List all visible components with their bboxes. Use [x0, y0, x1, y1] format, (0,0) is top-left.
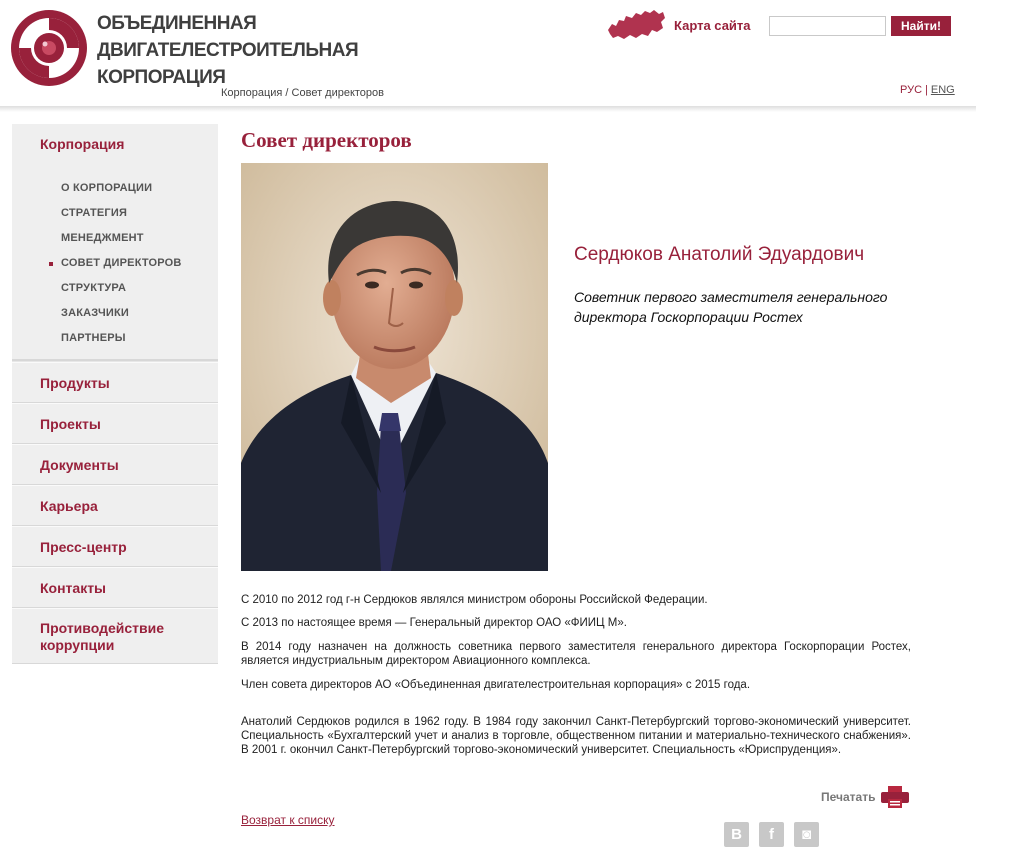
person-name: Сердюков Анатолий Эдуардович [574, 244, 865, 265]
bio-paragraph: Анатолий Сердюков родился в 1962 году. В 1984 году закончил Санкт-Петербургский торгово-экономический университет. Специальность «Бухгалтерский учет и анализ в торговле, общественном питании и материально-технического снабжения». В 2001 г. окончил Санкт-Петербургский торгово-экономический университет. Специальность «Юриспруденция». [241, 716, 911, 756]
bio-paragraph: В 2014 году назначен на должность советника первого заместителя генерального директора Госкорпорации Ростех, является индустриальным директором Авиационного комплекса. [241, 641, 911, 667]
portrait-illustration [241, 163, 548, 571]
sidebar-item-documents[interactable]: Документы [12, 444, 218, 485]
bio-paragraph: Член совета директоров АО «Объединенная двигателестроительная корпорация» с 2015 года. [241, 679, 751, 691]
search-button[interactable]: Найти! [891, 16, 951, 36]
breadcrumb [221, 87, 384, 99]
instagram-icon[interactable]: ◙ [794, 822, 819, 847]
submenu-item-partners[interactable]: ПАРТНЕРЫ [61, 332, 126, 344]
facebook-icon[interactable]: f [759, 822, 784, 847]
bio-paragraph: С 2010 по 2012 год г-н Сердюков являлся министром обороны Российской Федерации. [241, 594, 708, 606]
sidebar-item-products[interactable]: Продукты [12, 362, 218, 403]
logo-line-2: ДВИГАТЕЛЕСТРОИТЕЛЬНАЯ [97, 40, 359, 61]
page-title: Совет директоров [241, 128, 412, 152]
submenu-item-board-of-directors[interactable]: СОВЕТ ДИРЕКТОРОВ [12, 257, 218, 282]
bio-paragraph: С 2013 по настоящее время — Генеральный директор ОАО «ФИИЦ М». [241, 617, 627, 629]
breadcrumb-corporation[interactable]: Корпорация [221, 87, 283, 99]
sidebar-item-corporation[interactable]: Корпорация [40, 136, 125, 152]
person-photo [241, 163, 548, 571]
header-divider [0, 106, 976, 112]
submenu-item-customers[interactable]: ЗАКАЗЧИКИ [61, 307, 130, 319]
sidebar-item-anti-corruption-line-2: коррупции [40, 637, 115, 653]
submenu-item-management[interactable]: МЕНЕДЖМЕНТ [61, 232, 144, 244]
back-to-list-link[interactable]: Возврат к списку [241, 813, 335, 827]
breadcrumb-separator: / [282, 87, 292, 99]
site-header [0, 0, 976, 110]
printer-icon [881, 786, 909, 808]
sidebar-item-anti-corruption[interactable] [12, 608, 218, 664]
sidebar-nav [12, 124, 218, 664]
print-button[interactable] [821, 786, 909, 808]
submenu-item-structure[interactable]: СТРУКТУРА [61, 282, 127, 294]
sidebar-submenu [12, 182, 218, 357]
submenu-item-strategy[interactable]: СТРАТЕГИЯ [61, 207, 128, 219]
person-position: Советник первого заместителя генерального директора Госкорпорации Ростех [574, 289, 888, 325]
print-label: Печатать [821, 790, 876, 804]
submenu-item-about[interactable]: О КОРПОРАЦИИ [61, 182, 153, 194]
lang-separator: | [925, 84, 928, 96]
sidebar-item-press-center[interactable]: Пресс-центр [12, 526, 218, 567]
logo-line-1: ОБЪЕДИНЕННАЯ [97, 13, 257, 34]
sidebar-item-contacts[interactable]: Контакты [12, 567, 218, 608]
sidebar-section-corporation [12, 124, 218, 360]
vk-icon[interactable]: В [724, 822, 749, 847]
language-switcher [900, 84, 955, 96]
logo-icon[interactable] [9, 8, 89, 88]
sidebar-item-career[interactable]: Карьера [12, 485, 218, 526]
lang-eng[interactable]: ENG [930, 84, 955, 96]
sidebar-item-projects[interactable]: Проекты [12, 403, 218, 444]
lang-rus[interactable]: РУС [900, 84, 923, 96]
breadcrumb-current: Совет директоров [291, 87, 385, 99]
logo-line-3: КОРПОРАЦИЯ [97, 67, 226, 88]
russia-map-icon[interactable] [606, 6, 666, 42]
sitemap-link[interactable]: Карта сайта [674, 18, 751, 33]
sidebar-item-anti-corruption-line-1: Противодействие [40, 620, 164, 636]
logo-text[interactable] [97, 10, 358, 91]
search-input[interactable] [769, 16, 886, 36]
